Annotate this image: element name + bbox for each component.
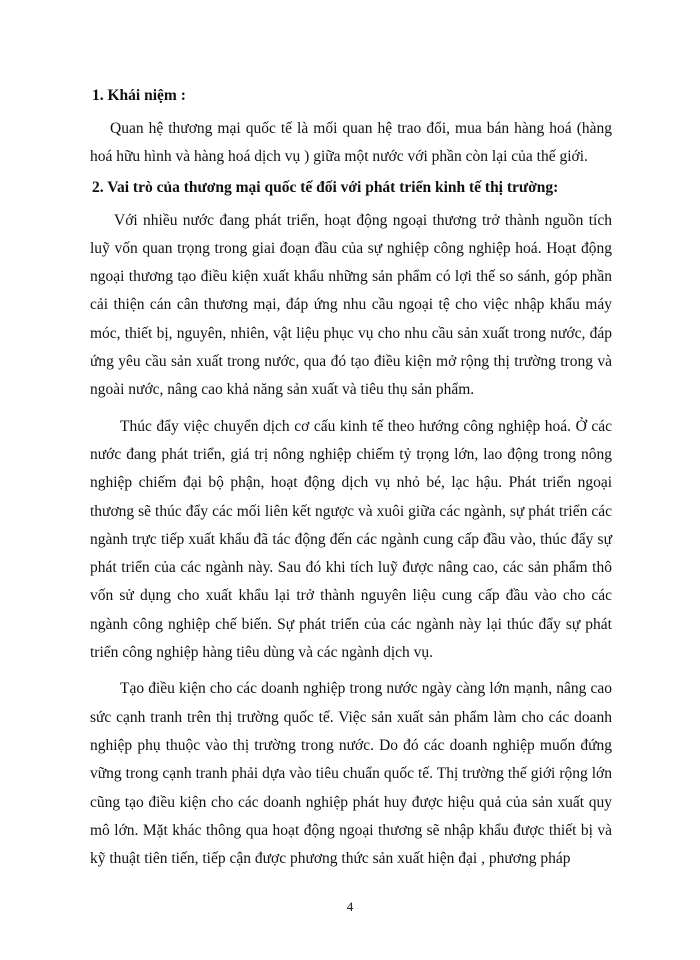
document-body [90, 84, 612, 873]
paragraph-competitiveness: Tạo điều kiện cho các doanh nghiệp trong nước ngày càng lớn mạnh, nâng cao sức cạnh tranh trên thị trường quốc tế. Việc sản xuất sản phẩm làm cho các doanh nghiệp phụ thuộc vào thị trường trong nước. Do đó các doanh nghiệp muốn đứng vững trong cạnh tranh phải dựa vào tiêu chuẩn quốc tế. Thị trường thế giới rộng lớn cũng tạo điều kiện cho các doanh nghiệp phát huy được hiệu quả của sản xuất quy mô lớn. Mặt khác thông qua hoạt động ngoại thương sẽ nhập khẩu được thiết bị và kỹ thuật tiên tiến, tiếp cận được phương thức sản xuất hiện đại , phương pháp [90, 680, 612, 868]
page-number: 4 [346, 899, 354, 914]
section-heading-concept: 1. Khái niệm : [92, 87, 186, 104]
paragraph-definition: Quan hệ thương mại quốc tế là mối quan hệ trao đổi, mua bán hàng hoá (hàng hoá hữu hình và hàng hoá dịch vụ ) giữa một nước với phần còn lại của thế giới. [90, 120, 612, 166]
paragraph-structural-shift: Thúc đẩy việc chuyển dịch cơ cấu kinh tế theo hướng công nghiệp hoá. Ở các nước đang phát triển, giá trị nông nghiệp chiếm tỷ trọng lớn, lao động trong nông nghiệp chiếm đại bộ phận, hoạt động dịch vụ nhỏ bé, lạc hậu. Phát triển ngoại thương sẽ thúc đẩy các mối liên kết ngược và xuôi giữa các ngành, sự phát triển các ngành trực tiếp xuất khẩu đã tác động đến các ngành cung cấp đầu vào, thúc đẩy sự phát triển của các ngành này. Sau đó khi tích luỹ được nâng cao, các sản phẩm thô vốn sử dụng cho xuất khẩu lại trở thành nguyên liệu cung cấp đầu vào cho các ngành công nghiệp chế biến. Sự phát triển của các ngành này lại thúc đẩy sự phát triển công nghiệp hàng tiêu dùng và các ngành dịch vụ. [90, 417, 612, 662]
paragraph-capital-accumulation: Với nhiều nước đang phát triển, hoạt động ngoại thương trở thành nguồn tích luỹ vốn quan trọng trong giai đoạn đầu của sự nghiệp công nghiệp hoá. Hoạt động ngoại thương tạo điều kiện xuất khẩu những sản phẩm có lợi thế so sánh, góp phần cải thiện cán cân thương mại, đáp ứng nhu cầu ngoại tệ cho việc nhập khẩu máy móc, thiết bị, nguyên, nhiên, vật liệu phục vụ cho nhu cầu sản xuất trong nước, đáp ứng yêu cầu sản xuất trong nước, qua đó tạo điều kiện mở rộng thị trường trong và ngoài nước, nâng cao khả năng sản xuất và tiêu thụ sản phẩm. [90, 211, 612, 399]
section-heading-role: 2. Vai trò của thương mại quốc tế đối với phát triển kinh tế thị trường: [92, 178, 559, 196]
